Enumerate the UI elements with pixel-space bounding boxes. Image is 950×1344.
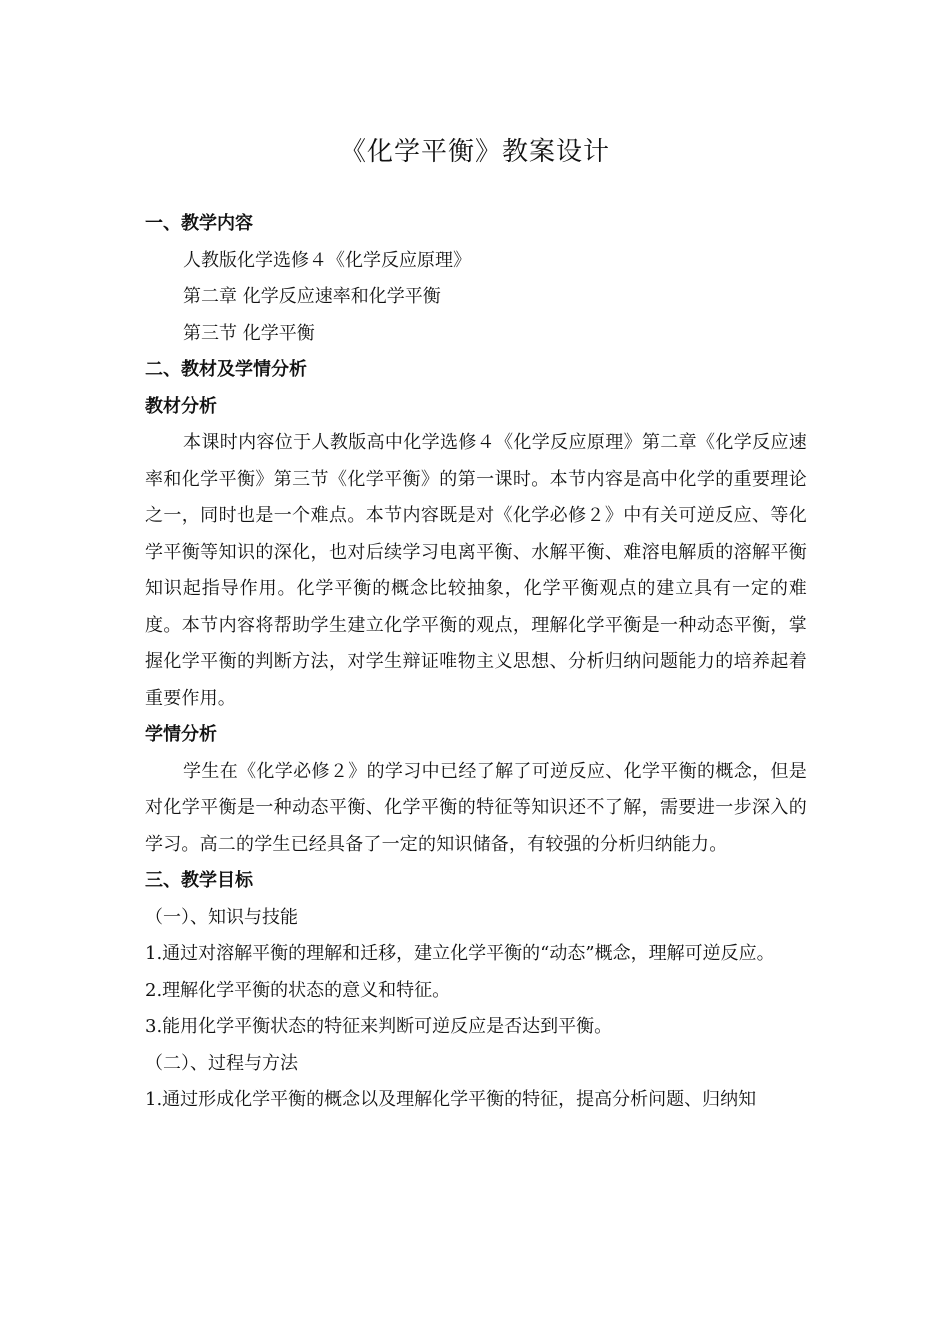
objective-item: 2.理解化学平衡的状态的意义和特征。: [145, 979, 451, 1001]
objective-item: 1.通过对溶解平衡的理解和迁移，建立化学平衡的“动态”概念，理解可逆反应。: [145, 943, 775, 964]
subheading-process-methods: （二）、过程与方法: [145, 1052, 298, 1074]
section-line: 第三节 化学平衡: [183, 322, 315, 344]
paragraph-student-analysis: 学生在《化学必修２》的学习中已经了解了可逆反应、化学平衡的概念，但是对化学平衡是一种动态平衡、化学平衡的特征等知识还不了解，需要进一步深入的学习。高二的学生已经具备了一定的知识储备，有较强的分析归纳能力。: [145, 760, 807, 855]
document-body: [145, 206, 807, 1119]
subheading-textbook-analysis: 教材分析: [145, 395, 217, 417]
section-heading-analysis: 二、教材及学情分析: [145, 359, 307, 380]
section-heading-objectives: 三、教学目标: [145, 870, 253, 891]
subheading-student-analysis: 学情分析: [145, 724, 217, 745]
paragraph-textbook-analysis: 本课时内容位于人教版高中化学选修４《化学反应原理》第二章《化学反应速率和化学平衡》第三节《化学平衡》的第一课时。本节内容是高中化学的重要理论之一，同时也是一个难点。本节内容既是对《化学必修２》中有关可逆反应、等化学平衡等知识的深化，也对后续学习电离平衡、水解平衡、难溶电解质的溶解平衡知识起指导作用。化学平衡的概念比较抽象，化学平衡观点的建立具有一定的难度。本节内容将帮助学生建立化学平衡的观点，理解化学平衡是一种动态平衡，掌握化学平衡的判断方法，对学生辩证唯物主义思想、分析归纳问题能力的培养起着重要作用。: [145, 432, 807, 709]
document-title: 《化学平衡》教案设计: [339, 137, 610, 167]
subheading-knowledge-skills: （一）、知识与技能: [145, 906, 298, 928]
objective-item: 1.通过形成化学平衡的概念以及理解化学平衡的特征，提高分析问题、归纳知: [145, 1089, 757, 1110]
chapter-line: 第二章 化学反应速率和化学平衡: [183, 286, 441, 307]
section-heading-teaching-content: 一、教学内容: [145, 213, 253, 234]
objective-item: 3.能用化学平衡状态的特征来判断可逆反应是否达到平衡。: [145, 1016, 613, 1037]
textbook-line: 人教版化学选修４《化学反应原理》: [183, 249, 471, 271]
